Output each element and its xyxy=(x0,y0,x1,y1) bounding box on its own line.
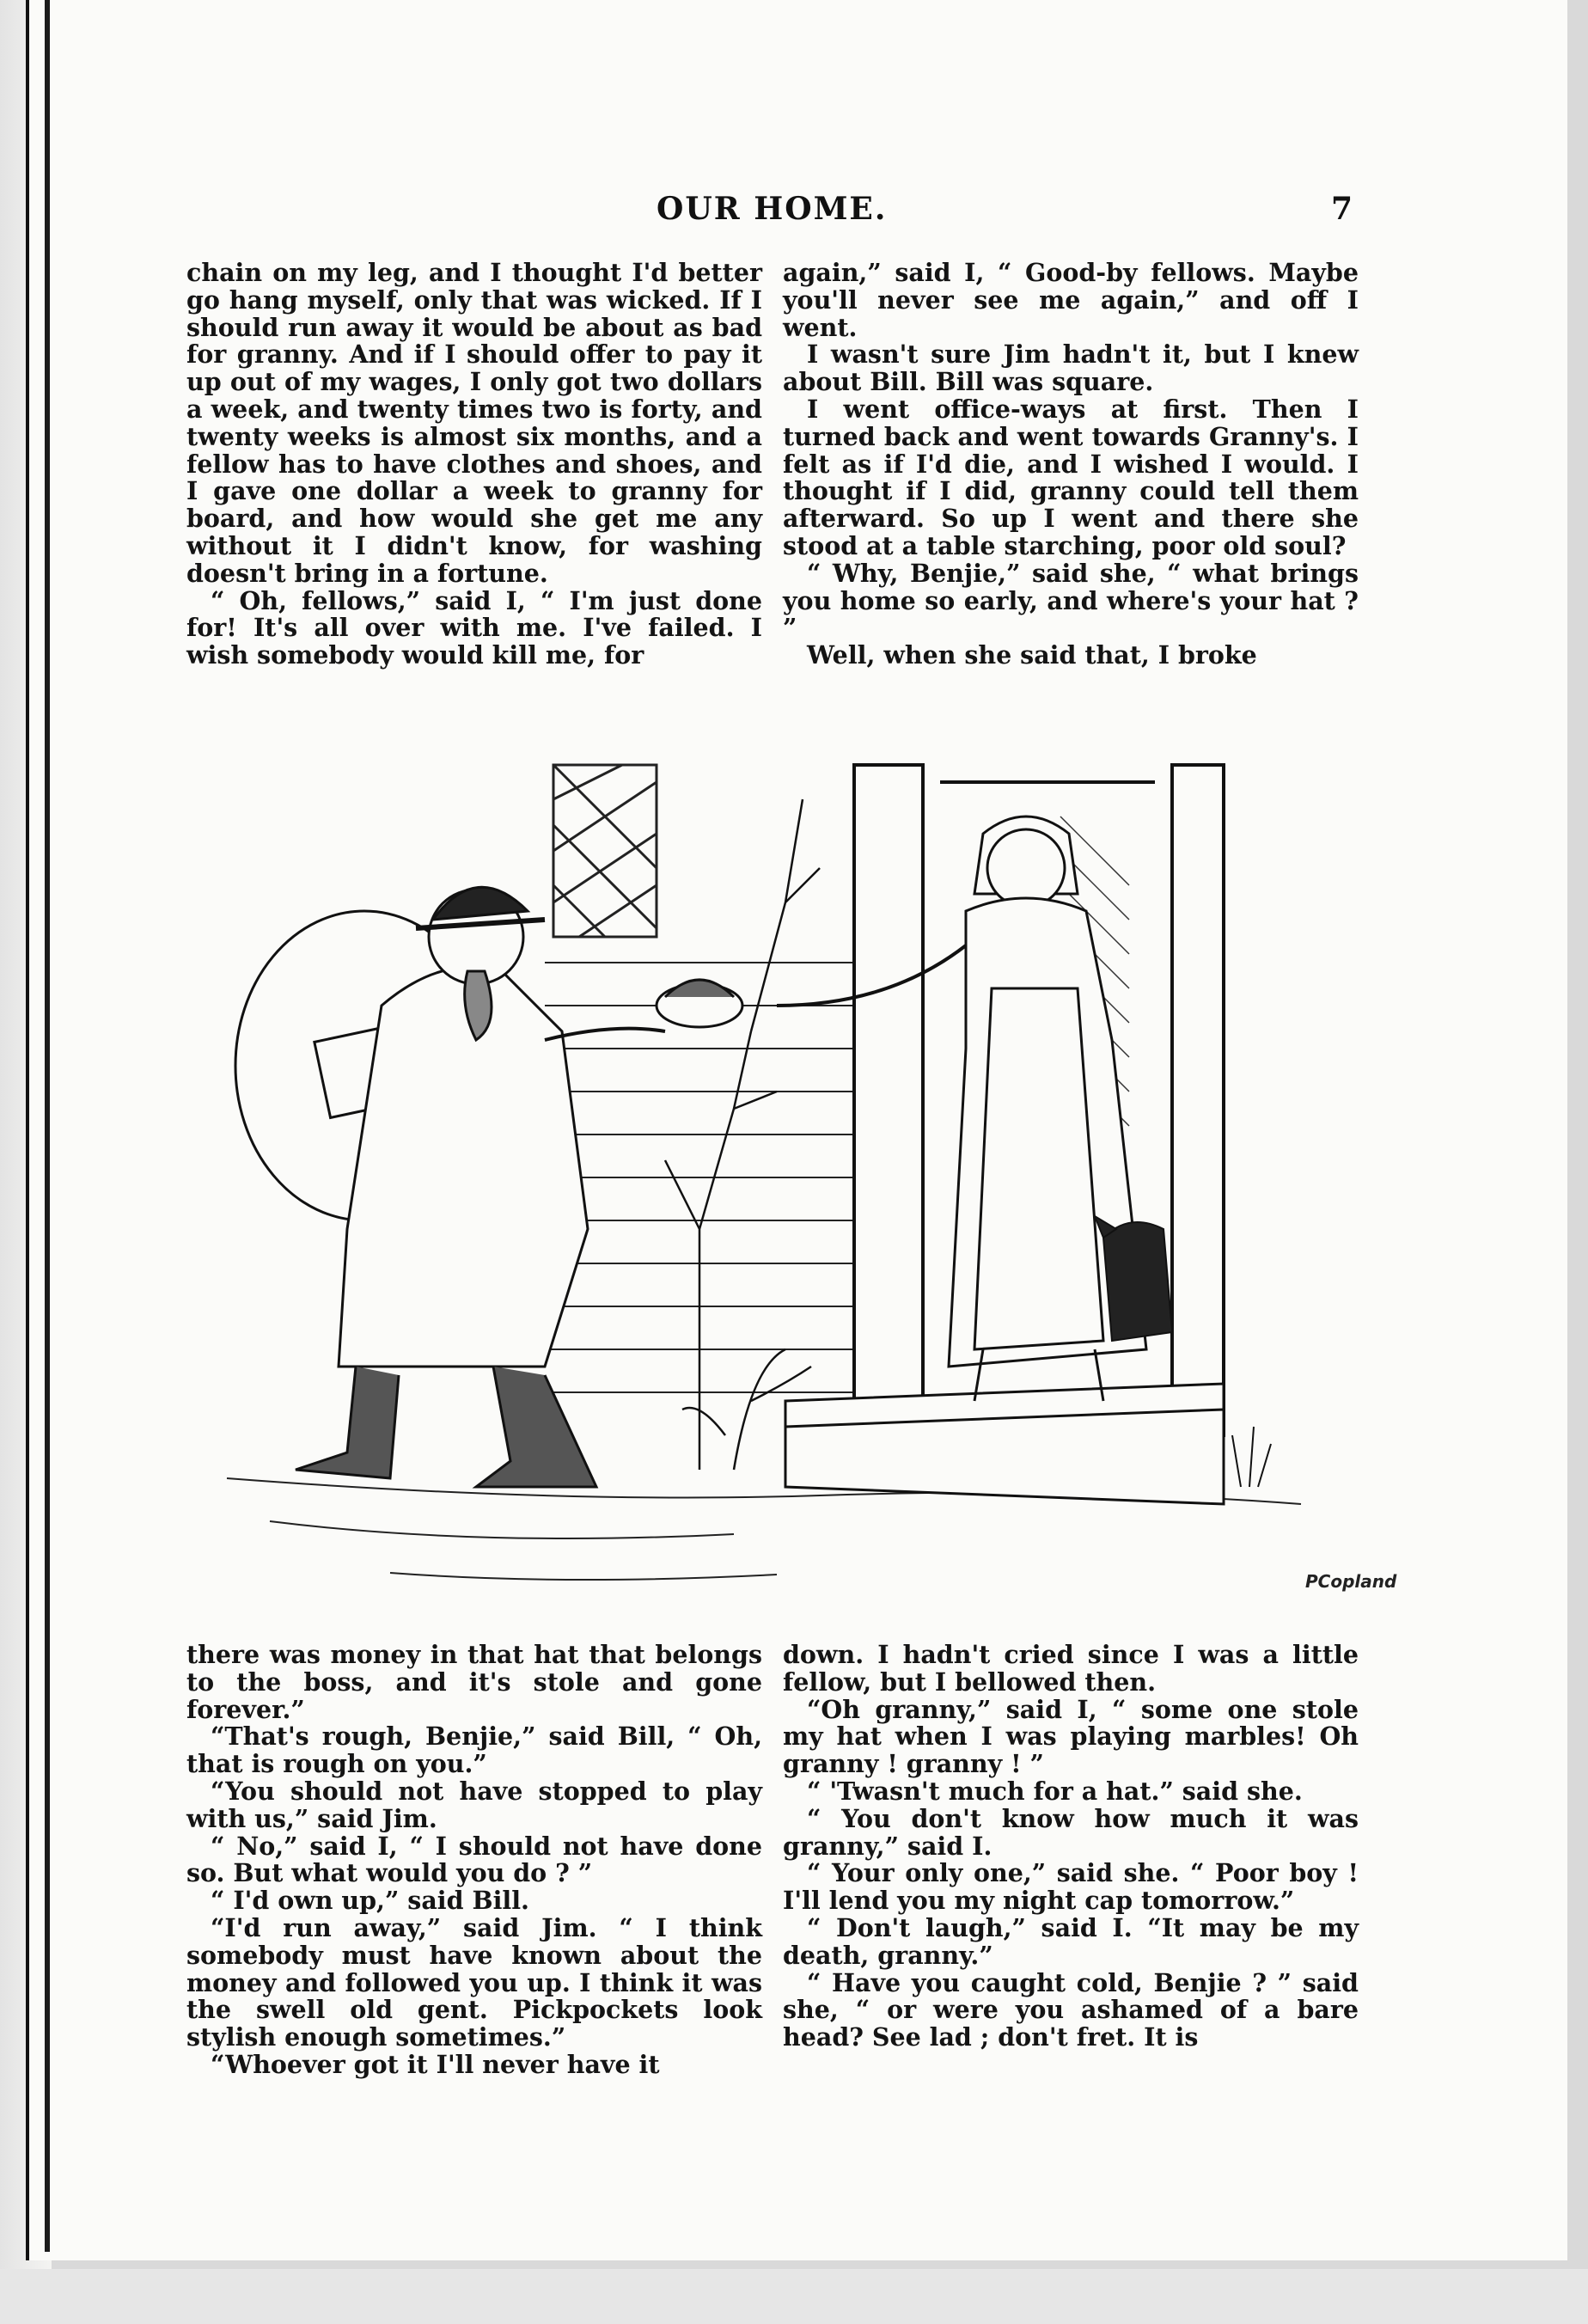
book-page xyxy=(26,0,1567,2260)
paragraph: again,” said I, “ Good-by fellows. Maybe you'll never see me again,” and off I went. xyxy=(783,258,1359,342)
page-header xyxy=(29,191,1567,234)
text-column-top-right xyxy=(783,260,1359,670)
paragraph: down. I hadn't cried since I was a little fellow, but I bellowed then. xyxy=(783,1640,1359,1697)
paragraph: “ 'Twasn't much for a hat.” said she. xyxy=(807,1776,1303,1806)
illustration-drawing xyxy=(218,748,1404,1616)
page-number: 7 xyxy=(1331,191,1353,227)
paragraph: “ I'd own up,” said Bill. xyxy=(211,1886,529,1916)
paragraph: “You should not have stopped to play with us,” said Jim. xyxy=(186,1776,762,1833)
binding-line xyxy=(45,0,50,2252)
paragraph: there was money in that hat that belongs to the boss, and it's stole and gone forever.” xyxy=(186,1640,762,1724)
text-column-bottom-left xyxy=(186,1642,762,2079)
paragraph: I went office-ways at first. Then I turned back and went towards Granny's. I felt as if I'd die, and I wished I would. I thought if I did, granny could tell them afterward. So up I went and there she stood at a table starching, poor old soul? xyxy=(783,394,1359,560)
paragraph: chain on my leg, and I thought I'd better go hang myself, only that was wicked. If I should run away it would be about as bad for granny. And if I should offer to pay it up out of my wages, I only got two dollars a week, and twenty times two is forty, and twenty weeks is almost six months, and a fellow has to have clothes and shoes, and I gave one dollar a week to granny for board, and how would she get me any without it I didn't know, for washing doesn't bring in a fortune. xyxy=(186,258,762,588)
engraving-illustration xyxy=(218,748,1404,1616)
paragraph: I wasn't sure Jim hadn't it, but I knew about Bill. Bill was square. xyxy=(783,339,1359,397)
artist-signature: PCopland xyxy=(1305,1571,1397,1592)
paragraph: “ Don't laugh,” said I. “It may be my death, granny.” xyxy=(783,1912,1359,1970)
paragraph: “ You don't know how much it was granny,” said I. xyxy=(783,1803,1359,1861)
paragraph: “ No,” said I, “ I should not have done so. But what would you do ? ” xyxy=(186,1831,762,1888)
scan-bottom-margin xyxy=(0,2269,1588,2324)
paragraph: “ Have you caught cold, Benjie ? ” said she, “ or were you ashamed of a bare head? See lad ; don't fret. It is xyxy=(783,1967,1359,2052)
paragraph: “I'd run away,” said Jim. “ I think somebody must have known about the money and followed you up. I think it was the swell old gent. Pickpockets look stylish enough sometimes.” xyxy=(186,1912,762,2052)
paragraph: “ Oh, fellows,” said I, “ I'm just done for! It's all over with me. I've failed. I wish somebody would kill me, for xyxy=(186,585,762,670)
paragraph: Well, when she said that, I broke xyxy=(807,640,1257,670)
paragraph: “ Your only one,” said she. “ Poor boy ! I'll lend you my night cap tomorrow.” xyxy=(783,1858,1359,1916)
paragraph: “Whoever got it I'll never have it xyxy=(211,2049,660,2079)
text-column-top-left xyxy=(186,260,762,670)
paragraph: “ Why, Benjie,” said she, “ what brings you home so early, and where's your hat ? ” xyxy=(783,558,1359,643)
running-head: OUR HOME. xyxy=(657,191,888,227)
paragraph: “That's rough, Benjie,” said Bill, “ Oh, that is rough on you.” xyxy=(186,1722,762,1779)
paragraph: “Oh granny,” said I, “ some one stole my hat when I was playing marbles! Oh granny ! granny ! ” xyxy=(783,1694,1359,1779)
text-column-bottom-right xyxy=(783,1642,1359,2052)
